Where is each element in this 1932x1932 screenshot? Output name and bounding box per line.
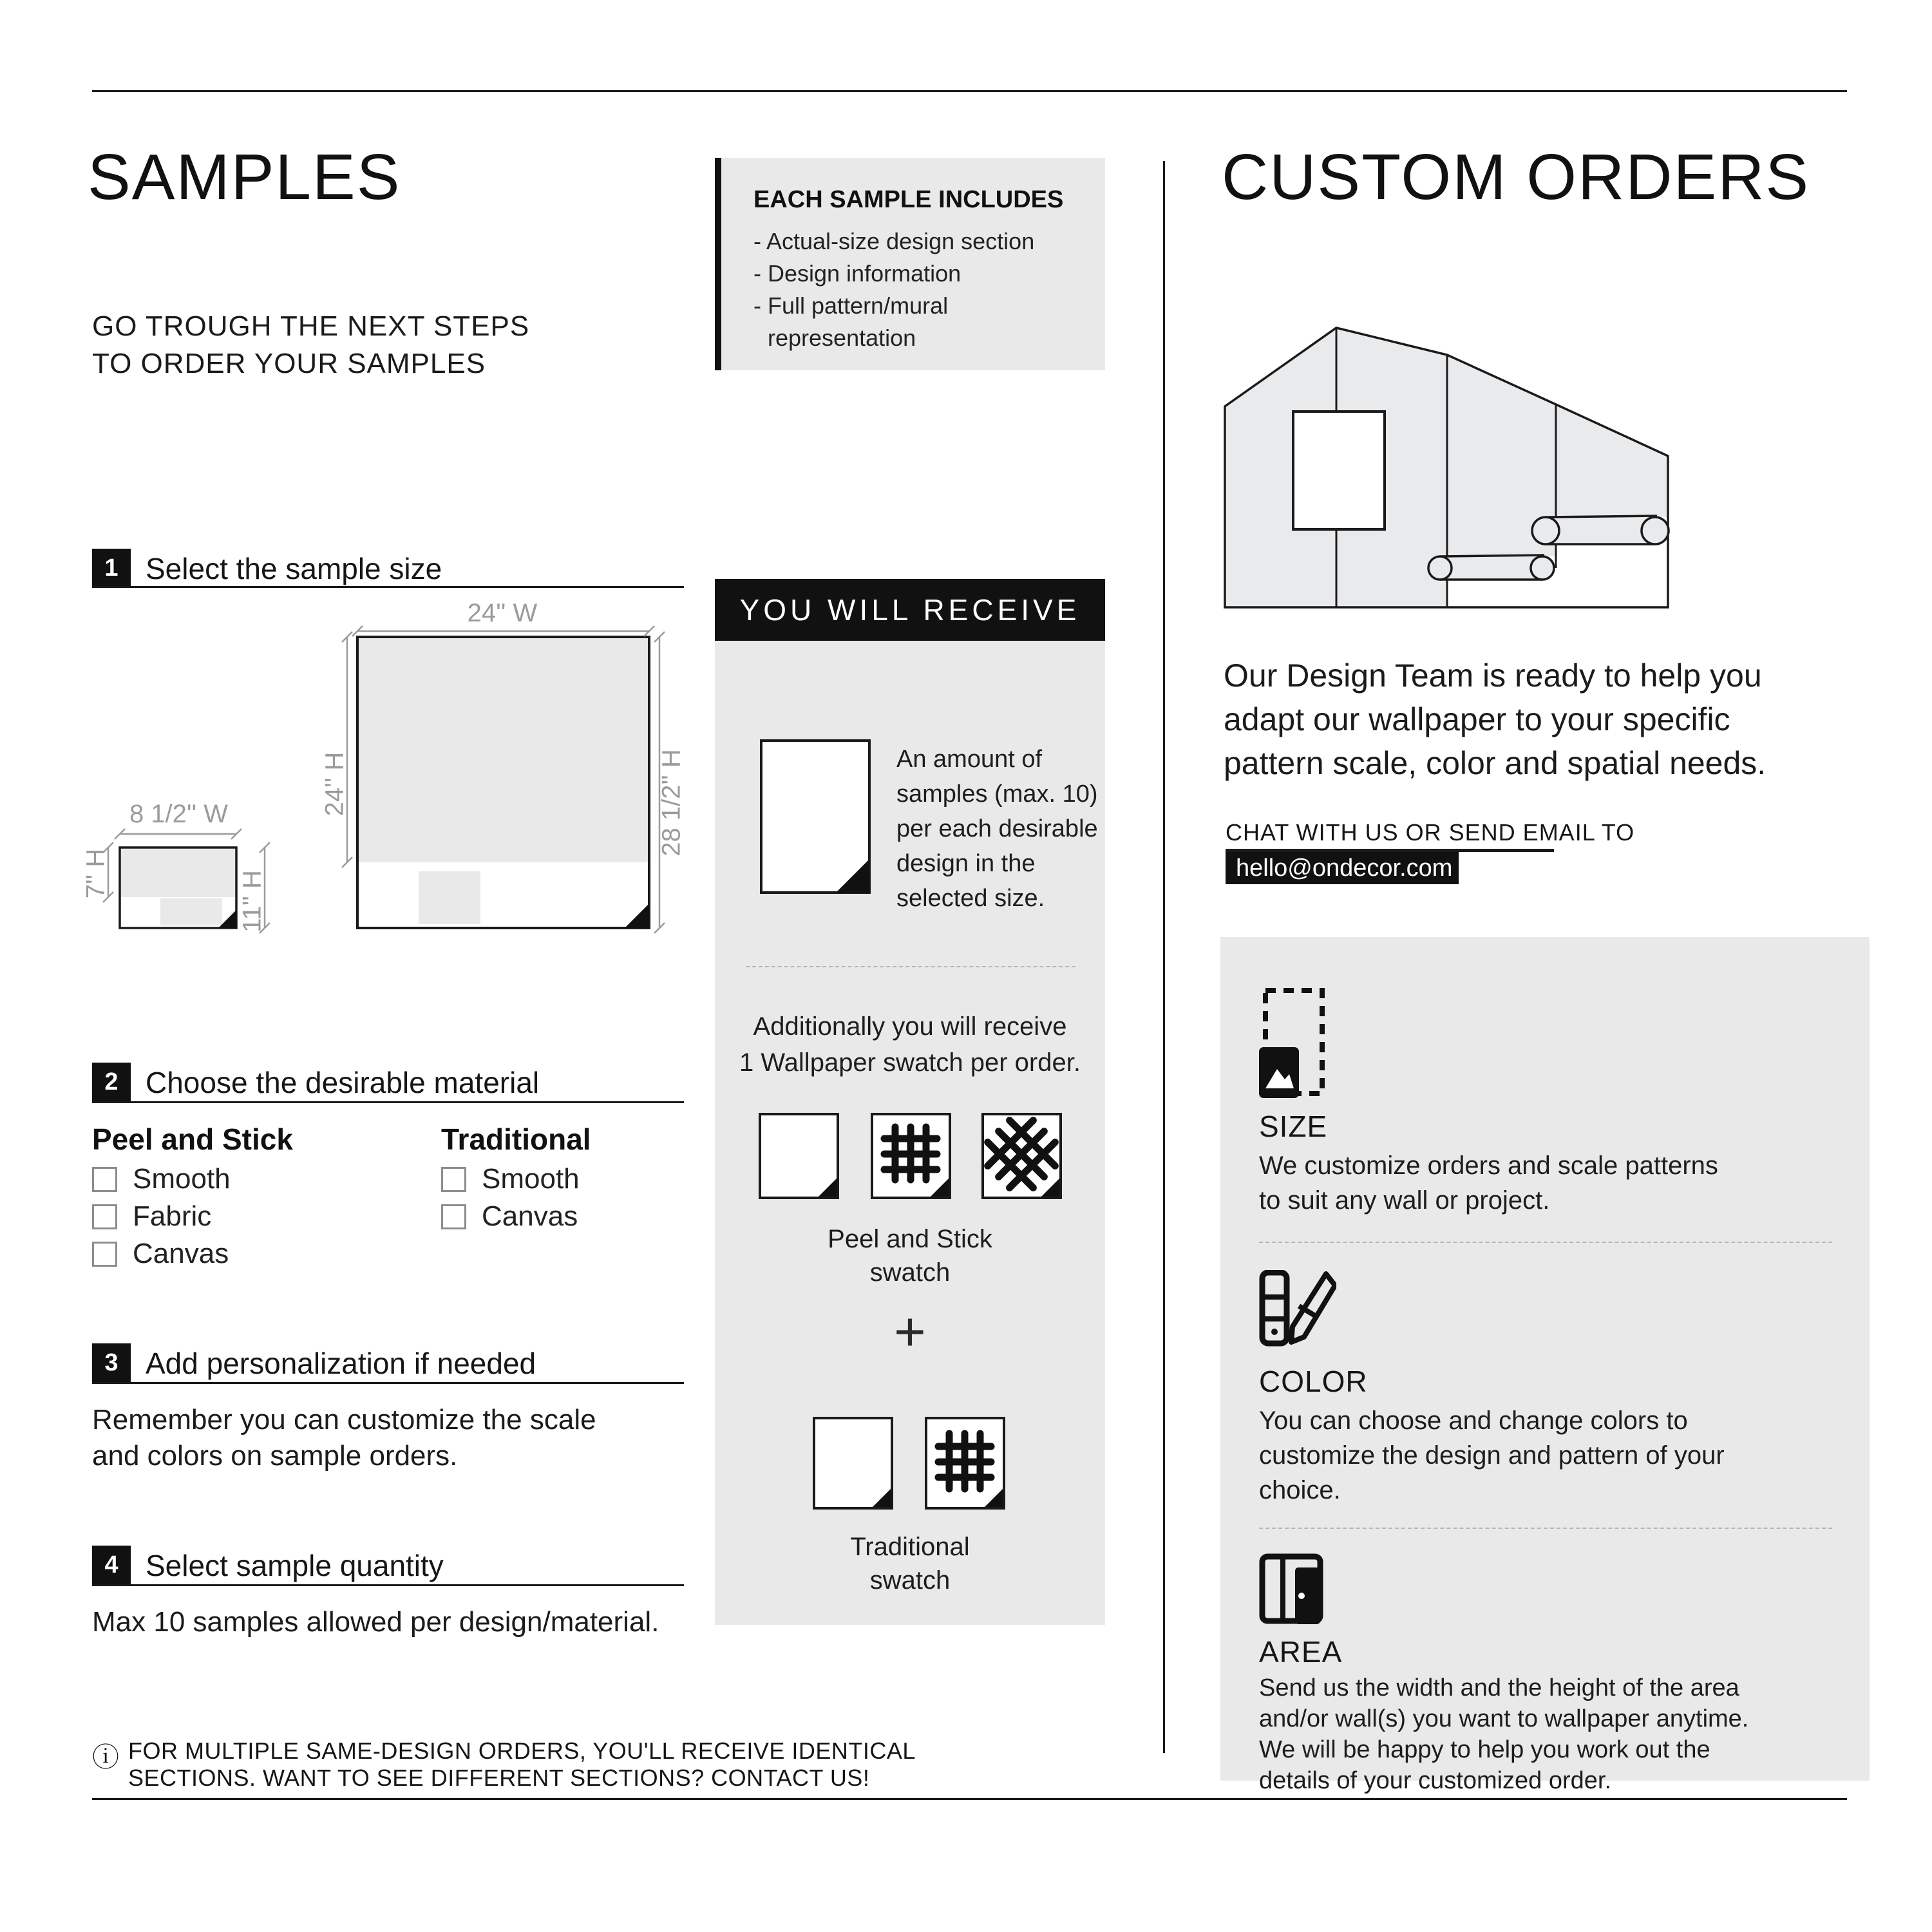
color-feature-title: COLOR: [1259, 1365, 1368, 1398]
includes-item-3: - Full pattern/mural: [753, 292, 949, 319]
includes-item-1: - Actual-size design section: [753, 228, 1035, 254]
each-sample-includes-box: [715, 158, 1105, 370]
samples-subtitle-line2: TO ORDER YOUR SAMPLES: [92, 348, 486, 379]
samples-title: SAMPLES: [88, 141, 401, 213]
traditional-swatch-label-line2: swatch: [869, 1566, 951, 1595]
area-feature-line2: and/or wall(s) you want to wallpaper anytime.: [1259, 1705, 1749, 1732]
traditional-smooth-checkbox[interactable]: [441, 1167, 466, 1192]
receive-text-line5: selected size.: [896, 885, 1045, 912]
size-feature-line2: to suit any wall or project.: [1259, 1186, 1550, 1215]
house-wallpaper-illustration: [1220, 319, 1671, 612]
additional-line2: 1 Wallpaper swatch per order.: [739, 1048, 1081, 1077]
peel-option-smooth: [92, 1163, 231, 1195]
step-2-rule: [92, 1101, 684, 1103]
info-icon: ⓘ: [92, 1742, 120, 1772]
traditional-smooth-swatch-icon: [813, 1417, 893, 1510]
peel-option-canvas: [92, 1238, 229, 1270]
custom-intro-line1: Our Design Team is ready to help you: [1224, 658, 1762, 694]
step-3-note-line2: and colors on sample orders.: [92, 1440, 458, 1472]
large-width-label: 24'' W: [467, 599, 538, 627]
peel-canvas-label: Canvas: [133, 1238, 229, 1269]
receive-text-line2: samples (max. 10): [896, 781, 1098, 808]
peel-swatch-label-line1: Peel and Stick: [828, 1225, 992, 1253]
you-will-receive-header: YOU WILL RECEIVE: [715, 579, 1105, 641]
large-sample-sheet: [357, 637, 649, 928]
size-feature-line1: We customize orders and scale patterns: [1259, 1151, 1718, 1180]
traditional-canvas-checkbox[interactable]: [441, 1204, 466, 1229]
custom-orders-title: CUSTOM ORDERS: [1222, 141, 1810, 213]
traditional-option-smooth: [441, 1163, 580, 1195]
step-1-number: 1: [92, 549, 131, 587]
large-right-height-label: 28 1/2'' H: [657, 749, 686, 857]
step-4-rule: [92, 1584, 684, 1586]
receive-dashed-divider: [746, 966, 1075, 967]
features-dashed-divider-1: [1259, 1242, 1832, 1243]
column-divider: [1163, 161, 1165, 1753]
area-feature-line1: Send us the width and the height of the area: [1259, 1674, 1739, 1701]
traditional-swatch-label-line1: Traditional: [850, 1533, 970, 1561]
color-feature-line2: customize the design and pattern of your: [1259, 1441, 1725, 1470]
includes-title: EACH SAMPLE INCLUDES: [753, 186, 1064, 213]
step-2-title: Choose the desirable material: [146, 1066, 540, 1099]
area-feature-line3: We will be happy to help you work out the: [1259, 1736, 1710, 1763]
additional-line1: Additionally you will receive: [753, 1012, 1067, 1041]
step-4-title: Select sample quantity: [146, 1549, 444, 1582]
peel-smooth-label: Smooth: [133, 1163, 231, 1195]
pencil-glyph: [1291, 1274, 1335, 1342]
area-feature-title: AREA: [1259, 1635, 1343, 1669]
peel-swatch-label-line2: swatch: [869, 1258, 951, 1287]
receive-text-line1: An amount of: [896, 746, 1043, 773]
peel-fabric-checkbox[interactable]: [92, 1204, 117, 1229]
step-4-note: Max 10 samples allowed per design/material.: [92, 1606, 659, 1638]
custom-intro-line3: pattern scale, color and spatial needs.: [1224, 745, 1766, 781]
chat-with-us-label: CHAT WITH US OR SEND EMAIL TO: [1226, 819, 1635, 846]
lower-wallpaper-roll: [1428, 555, 1554, 580]
peel-option-fabric: [92, 1200, 211, 1233]
color-swatch-icon: [1259, 1270, 1336, 1347]
receive-text-line3: per each desirable: [896, 815, 1098, 842]
step-2-number: 2: [92, 1063, 131, 1101]
color-feature-line1: You can choose and change colors to: [1259, 1406, 1688, 1435]
traditional-heading: Traditional: [441, 1122, 591, 1156]
small-left-height-label: 7'' H: [81, 848, 110, 899]
canvas-lattice-swatch-icon: [981, 1113, 1062, 1199]
includes-item-3-cont: representation: [768, 325, 916, 351]
step-1-rule: [92, 586, 684, 588]
footnote-line2: SECTIONS. WANT TO SEE DIFFERENT SECTIONS? CONTACT US!: [128, 1765, 870, 1791]
custom-intro-line2: adapt our wallpaper to your specific: [1224, 701, 1730, 737]
bottom-rule: [92, 1798, 1847, 1800]
footnote-line1: FOR MULTIPLE SAME-DESIGN ORDERS, YOU'LL RECEIVE IDENTICAL: [128, 1738, 916, 1764]
traditional-smooth-label: Smooth: [482, 1163, 580, 1195]
small-sample-sheet: [120, 848, 236, 928]
wall-area-icon: [1259, 1553, 1323, 1625]
step-3-number: 3: [92, 1343, 131, 1382]
sample-page-icon: [760, 739, 871, 894]
peel-fabric-label: Fabric: [133, 1200, 212, 1232]
upper-wallpaper-roll: [1532, 516, 1669, 544]
peel-smooth-checkbox[interactable]: [92, 1167, 117, 1192]
receive-text-line4: design in the: [896, 850, 1036, 877]
includes-item-2: - Design information: [753, 260, 961, 287]
scale-size-icon: [1259, 985, 1327, 1098]
step-4-number: 4: [92, 1546, 131, 1584]
fabric-grid-swatch-icon: [871, 1113, 951, 1199]
step-3-note-line1: Remember you can customize the scale: [92, 1404, 596, 1435]
area-feature-line4: details of your customized order.: [1259, 1767, 1612, 1794]
traditional-grid-swatch-icon: [925, 1417, 1005, 1510]
plus-sign: +: [894, 1302, 926, 1363]
traditional-canvas-label: Canvas: [482, 1200, 578, 1232]
peel-and-stick-heading: Peel and Stick: [92, 1122, 293, 1156]
email-address[interactable]: hello@ondecor.com: [1226, 852, 1459, 884]
color-feature-line3: choice.: [1259, 1476, 1341, 1504]
step-1-title: Select the sample size: [146, 552, 442, 585]
samples-subtitle-line1: GO TROUGH THE NEXT STEPS: [92, 310, 530, 342]
right-wall: [1556, 404, 1668, 517]
step-3-title: Add personalization if needed: [146, 1347, 536, 1380]
window: [1293, 412, 1385, 529]
step-3-rule: [92, 1382, 684, 1384]
top-rule: [92, 90, 1847, 92]
large-left-height-label: 24'' H: [320, 752, 349, 817]
peel-canvas-checkbox[interactable]: [92, 1242, 117, 1267]
smooth-swatch-icon: [759, 1113, 839, 1199]
samples-subtitle: [92, 308, 529, 383]
traditional-option-canvas: [441, 1200, 578, 1233]
small-right-height-label: 11'' H: [238, 870, 267, 933]
size-feature-title: SIZE: [1259, 1110, 1328, 1143]
features-dashed-divider-2: [1259, 1528, 1832, 1529]
small-width-label: 8 1/2'' W: [129, 800, 229, 828]
